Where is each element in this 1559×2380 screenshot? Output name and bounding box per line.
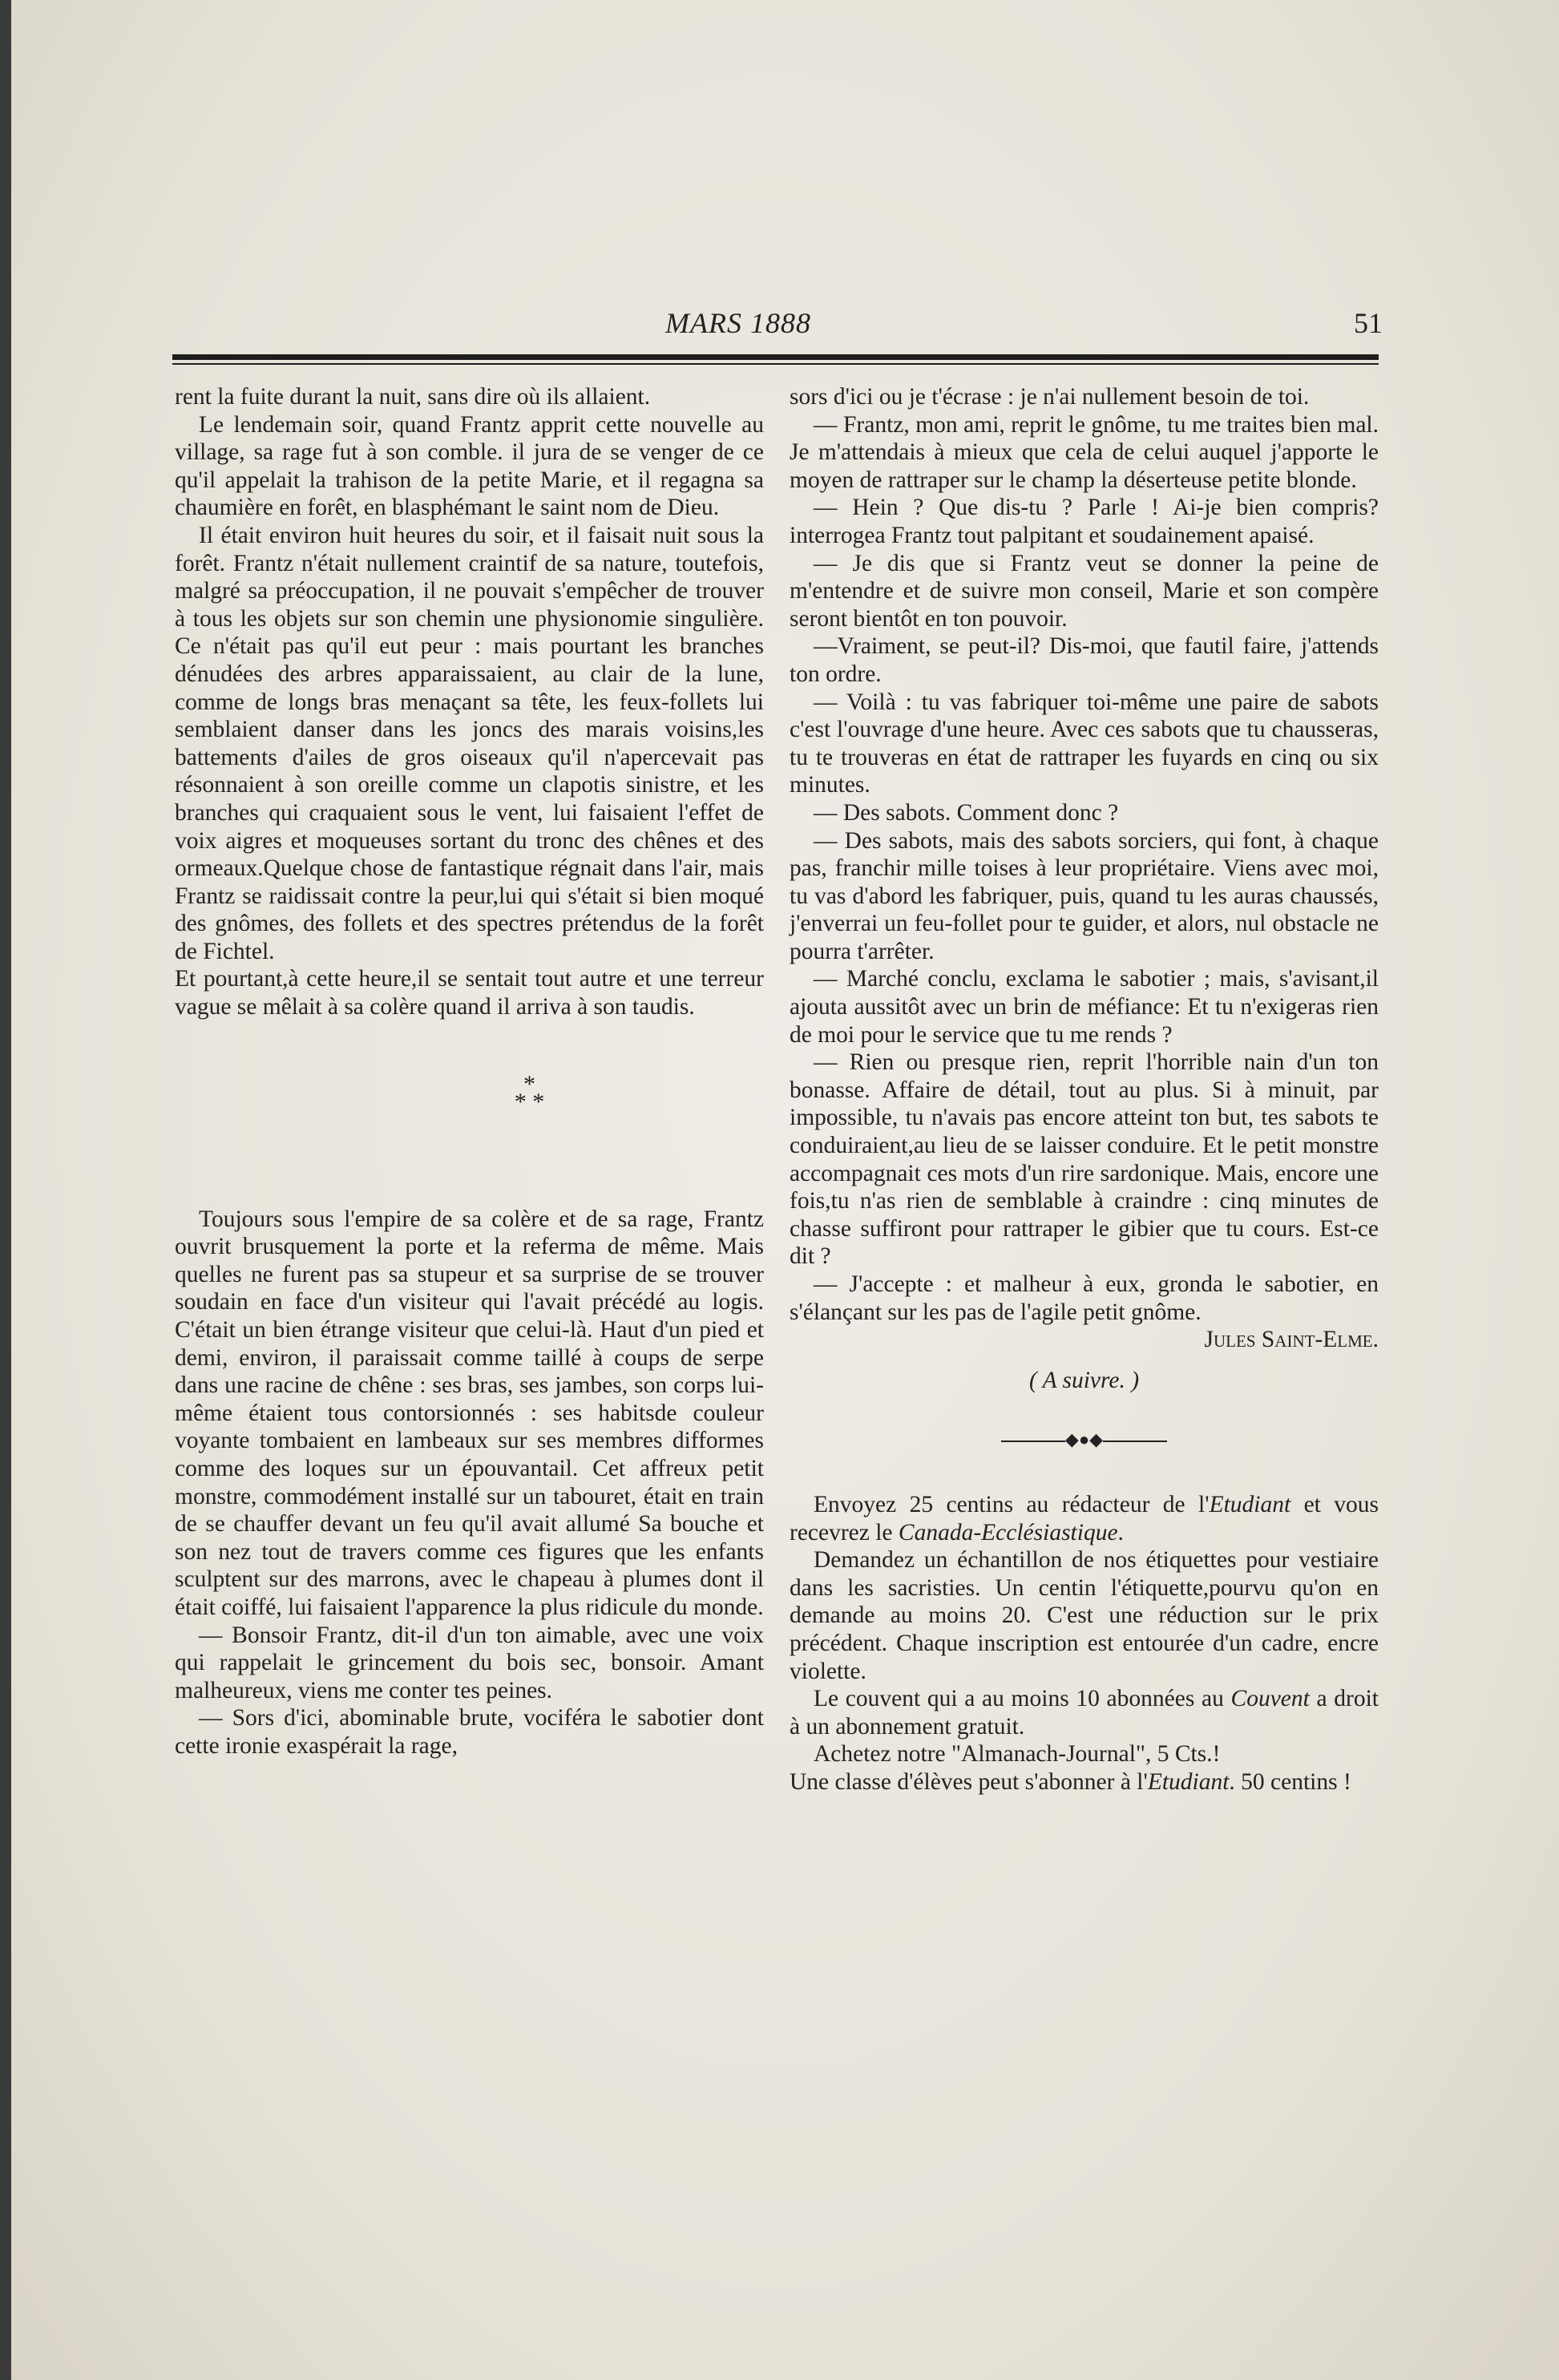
- paragraph: rent la fuite durant la nuit, sans dire où ils allaient.: [175, 384, 651, 410]
- notice-convent: Le couvent qui a au moins 10 abonnées au Couvent a droit à un abonnement gratuit.: [790, 1686, 1379, 1740]
- right-column: [790, 383, 1379, 1796]
- to-be-continued: ( A suivre. ): [1028, 1367, 1140, 1393]
- section-break-asterism: * * *: [514, 1070, 545, 1115]
- paragraph: —Vraiment, se peut-il? Dis-moi, que fautil faire, j'attends ton ordre.: [790, 633, 1379, 687]
- paragraph: Et pourtant,à cette heure,il se sentait tout autre et une terreur vague se mêlait à sa colère quand il arriva à son taudis.: [175, 966, 764, 1020]
- paragraph: — Rien ou presque rien, reprit l'horrible nain d'un ton bonasse. Affaire de détail, tout au plus. Si à minuit, par impossible, tu n'avais pas encore atteint ton but, tes sabots te conduiraient,au lieu de se laisser conduire. Et le petit monstre accompagnait ces mots d'un rire sardonique. Mais, encore une fois,tu n'as rien de semblable à craindre : cinq minutes de chasse suffiront pour rattraper le gibier que tu cours. Est-ce dit ?: [790, 1049, 1379, 1270]
- paragraph: — Des sabots. Comment donc ?: [814, 799, 1119, 826]
- divider-ornament: ◆●◆: [790, 1426, 1379, 1454]
- header-rule-thin: [172, 363, 1379, 365]
- paragraph: — Voilà : tu vas fabriquer toi-même une paire de sabots c'est l'ouvrage d'une heure. Avec ces sabots que tu chausseras, tu te trouveras en état de rattraper les fuyards en cinq ou six minutes.: [790, 689, 1379, 798]
- paragraph: — J'accepte : et malheur à eux, gronda le sabotier, en s'élançant sur les pas de l'agile petit gnôme.: [790, 1271, 1379, 1325]
- page-number: 51: [1354, 307, 1383, 339]
- paragraph: — Marché conclu, exclama le sabotier ; mais, s'avisant,il ajouta aussitôt avec un brin de méfiance: Et tu n'exigeras rien de moi pour le service que tu me rends ?: [790, 966, 1379, 1048]
- paragraph: Toujours sous l'empire de sa colère et de sa rage, Frantz ouvrit brusquement la porte et la referma de même. Mais quelles ne furent pas sa stupeur et sa surprise de se trouver soudain en face d'un visiteur qui l'avait précédé au logis. C'était un bien étrange visiteur que celui-là. Haut d'un pied et demi, environ, il paraissait comme taillé à coups de serpe dans une racine de chêne : ses bras, ses jambes, son corps lui-même étaient tous contorsionnés : ses habitsde couleur voyante tombaient en lambeaux sur ses membres difformes comme des loques sur un épouvantail. Cet affreux petit monstre, commodément installé sur un tabouret, était en train de se chauffer devant un feu qu'il avait allumé Sa bouche et son nez tout de travers comme ces figures que les enfants sculptent sur des marrons, avec le chapeau à plumes dont il était coiffé, lui faisaient l'apparence la plus ridicule du monde.: [175, 1206, 764, 1620]
- paragraph: — Sors d'ici, abominable brute, vociféra le sabotier dont cette ironie exaspérait la rage,: [175, 1705, 764, 1759]
- header-rule-thick: [172, 354, 1379, 360]
- notice-subscription: Envoyez 25 centins au rédacteur de l'Etudiant et vous recevrez le Canada-Ecclésiastique.: [790, 1491, 1379, 1546]
- paragraph: sors d'ici ou je t'écrase : je n'ai nullement besoin de toi.: [790, 384, 1310, 410]
- notice-labels: Demandez un échantillon de nos étiquettes pour vestiaire dans les sacristies. Un centin l'étiquette,pourvu qu'on en demande au moins 20. C'est une réduction sur le prix précédent. Chaque inscription est entourée d'un cadre, encre violette.: [790, 1547, 1379, 1684]
- paragraph: — Je dis que si Frantz veut se donner la peine de m'entendre et de suivre mon conseil, Marie et son compère seront bientôt en ton pouvoir.: [790, 550, 1379, 632]
- paragraph: Il était environ huit heures du soir, et il faisait nuit sous la forêt. Frantz n'était nullement craintif de sa nature, toutefois, malgré sa préoccupation, il ne pouvait s'empêcher de trouver à tous les objets sur son chemin une physionomie singulière. Ce n'était pas qu'il eut peur : mais pourtant les branches dénudées des arbres apparaissaient, au clair de la lune, comme de longs bras menaçant sa tête, les feux-follets lui semblaient danser dans les joncs des marais voisins,les battements d'ailes de gros oiseaux qu'il n'apercevait pas résonnaient à son oreille comme un clapotis sinistre, et les branches qui craquaient sous le vent, lui faisaient l'effet de voix aigres et moqueuses sortant du tronc des chênes et des ormeaux.Quelque chose de fantastique régnait dans l'air, mais Frantz se raidissait contre la peur,lui qui s'était si bien moqué des gnômes, des follets et des spectres prétendus de la forêt de Fichtel.: [175, 522, 764, 964]
- notice-class-subscription: Une classe d'élèves peut s'abonner à l'Etudiant. 50 centins !: [790, 1768, 1351, 1795]
- author-signature: Jules Saint-Elme.: [1204, 1327, 1379, 1353]
- paragraph: — Frantz, mon ami, reprit le gnôme, tu me traites bien mal. Je m'attendais à mieux que cela de celui auquel j'apporte le moyen de rattraper sur le champ la déserteuse petite blonde.: [790, 411, 1379, 493]
- paragraph: — Bonsoir Frantz, dit-il d'un ton aimable, avec une voix qui rappelait le grincement du bois sec, bonsoir. Amant malheureux, viens me conter tes peines.: [175, 1622, 764, 1703]
- notice-almanach: Achetez notre "Almanach-Journal", 5 Cts.!: [814, 1741, 1221, 1768]
- paragraph: — Des sabots, mais des sabots sorciers, qui font, à chaque pas, franchir mille toises à leur propriétaire. Viens avec moi, tu vas d'abord les fabriquer, puis, quand tu les auras chaussés, j'enverrai un feu-follet pour te guider, et alors, nul obstacle ne pourra t'arrêter.: [790, 827, 1379, 964]
- paragraph: Le lendemain soir, quand Frantz apprit cette nouvelle au village, sa rage fut à son comble. il jura de se venger de ce qu'il appelait la trahison de la petite Marie, et il regagna sa chaumière en forêt, en blasphémant le saint nom de Dieu.: [175, 411, 764, 521]
- left-column: [175, 383, 764, 1760]
- paragraph: — Hein ? Que dis-tu ? Parle ! Ai-je bien compris? interrogea Frantz tout palpitant et soudainement apaisé.: [790, 495, 1379, 548]
- notices: [790, 1491, 1379, 1796]
- binding-edge: [0, 0, 11, 2380]
- issue-date: MARS 1888: [665, 307, 811, 339]
- page-header: [164, 306, 1383, 354]
